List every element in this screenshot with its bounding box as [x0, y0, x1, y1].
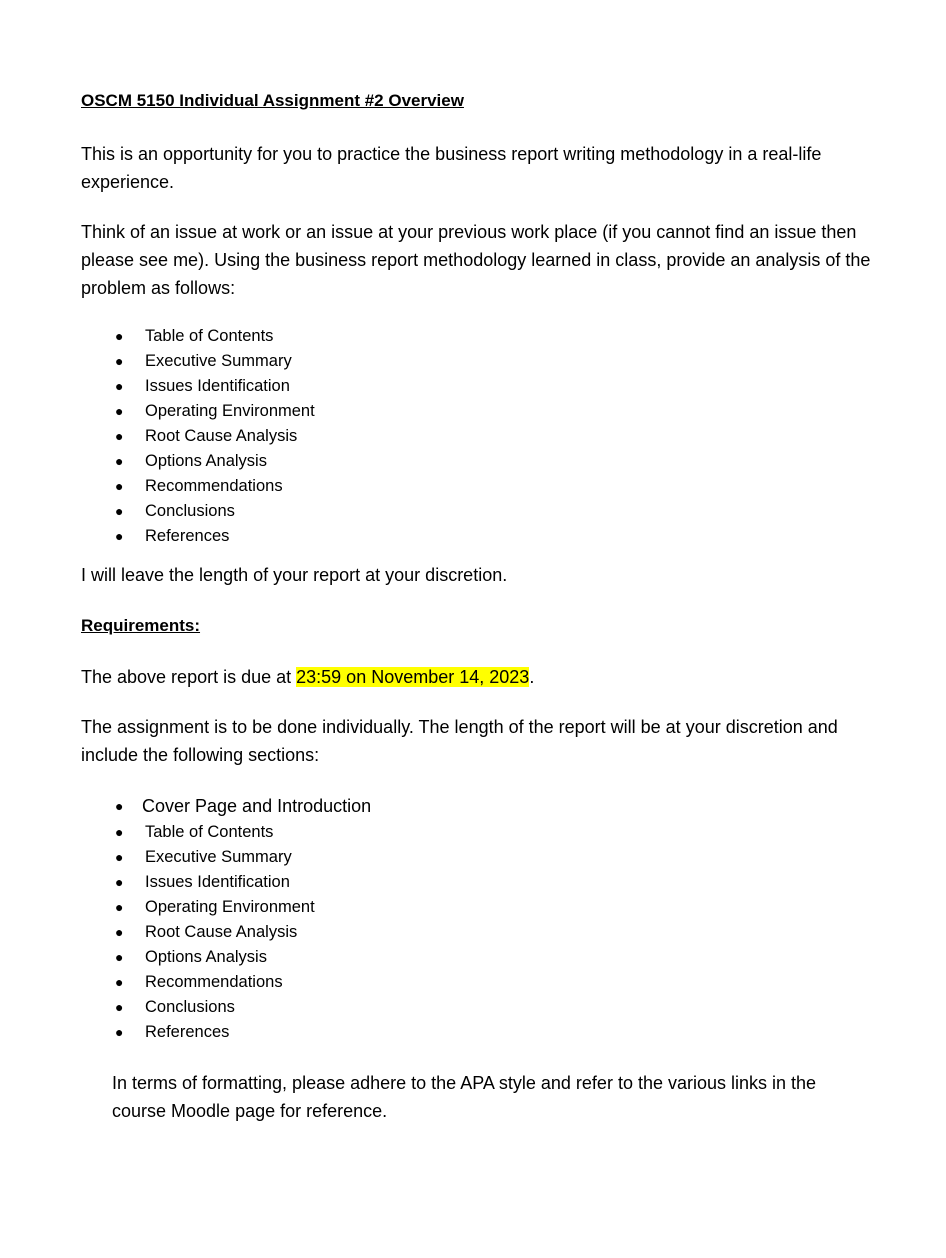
bullet-icon: ● [115, 874, 124, 890]
list-item [81, 324, 871, 349]
bullet-icon: ● [115, 528, 124, 544]
bullet-icon: ● [115, 999, 124, 1015]
list-item [81, 995, 871, 1020]
list-item [81, 449, 871, 474]
list-item-label: References [145, 1023, 230, 1041]
bullet-icon: ● [115, 899, 124, 915]
list-item-label: Executive Summary [145, 848, 292, 866]
required-sections-list [81, 793, 871, 1045]
list-item-label: Operating Environment [145, 898, 315, 916]
list-item-label: Recommendations [145, 477, 283, 495]
bullet-icon: ● [115, 849, 124, 865]
list-item-label: Conclusions [145, 502, 235, 520]
assignment-paragraph: The assignment is to be done individually. The length of the report will be at your discretion and include the following sections: [81, 717, 838, 765]
bullet-icon: ● [115, 328, 124, 344]
list-item [81, 399, 871, 424]
due-prefix: The above report is due at [81, 667, 297, 687]
list-item-label: References [145, 527, 230, 545]
list-item [81, 499, 871, 524]
due-date-paragraph [81, 663, 871, 691]
formatting-paragraph: In terms of formatting, please adhere to the APA style and refer to the various links in the course Moodle page for reference. [112, 1073, 817, 1121]
list-item [81, 1020, 871, 1045]
list-item-label: Table of Contents [145, 327, 274, 345]
list-item [81, 424, 871, 449]
bullet-icon: ● [115, 403, 124, 419]
list-item [81, 920, 871, 945]
list-item [81, 524, 871, 549]
list-item-label: Cover Page and Introduction [142, 796, 372, 816]
bullet-icon: ● [115, 949, 124, 965]
list-item [81, 945, 871, 970]
list-item-label: Conclusions [145, 998, 235, 1016]
list-item-label: Recommendations [145, 973, 283, 991]
requirements-heading: Requirements: [81, 616, 201, 635]
list-item-label: Root Cause Analysis [145, 427, 298, 445]
list-item [81, 870, 871, 895]
list-item-label: Options Analysis [145, 948, 267, 966]
list-item-label: Table of Contents [145, 823, 274, 841]
list-item [81, 970, 871, 995]
list-item-label: Operating Environment [145, 402, 315, 420]
document-title: OSCM 5150 Individual Assignment #2 Overview [81, 91, 464, 110]
list-item [81, 374, 871, 399]
list-item [81, 793, 871, 820]
list-item-label: Issues Identification [145, 873, 290, 891]
bullet-icon: ● [115, 353, 124, 369]
bullet-icon: ● [115, 1024, 124, 1040]
list-item [81, 474, 871, 499]
length-note: I will leave the length of your report at your discretion. [81, 565, 508, 585]
bullet-icon: ● [115, 798, 124, 814]
bullet-icon: ● [115, 428, 124, 444]
list-item-label: Root Cause Analysis [145, 923, 298, 941]
bullet-icon: ● [115, 924, 124, 940]
bullet-icon: ● [115, 478, 124, 494]
bullet-icon: ● [115, 974, 124, 990]
list-item [81, 845, 871, 870]
list-item-label: Executive Summary [145, 352, 292, 370]
report-sections-list [81, 324, 871, 549]
bullet-icon: ● [115, 453, 124, 469]
list-item-label: Options Analysis [145, 452, 267, 470]
due-suffix: . [529, 667, 535, 687]
list-item [81, 820, 871, 845]
list-item-label: Issues Identification [145, 377, 290, 395]
document-page [81, 88, 871, 1125]
issue-paragraph: Think of an issue at work or an issue at your previous work place (if you cannot find an issue then please see me). Using the business report methodology learned in class, provide an analysis of the problem as follows: [81, 222, 871, 298]
due-date-highlight: 23:59 on November 14, 2023 [296, 667, 530, 687]
intro-paragraph: This is an opportunity for you to practice the business report writing methodology in a real-life experience. [81, 144, 822, 192]
bullet-icon: ● [115, 824, 124, 840]
bullet-icon: ● [115, 378, 124, 394]
bullet-icon: ● [115, 503, 124, 519]
list-item [81, 349, 871, 374]
list-item [81, 895, 871, 920]
